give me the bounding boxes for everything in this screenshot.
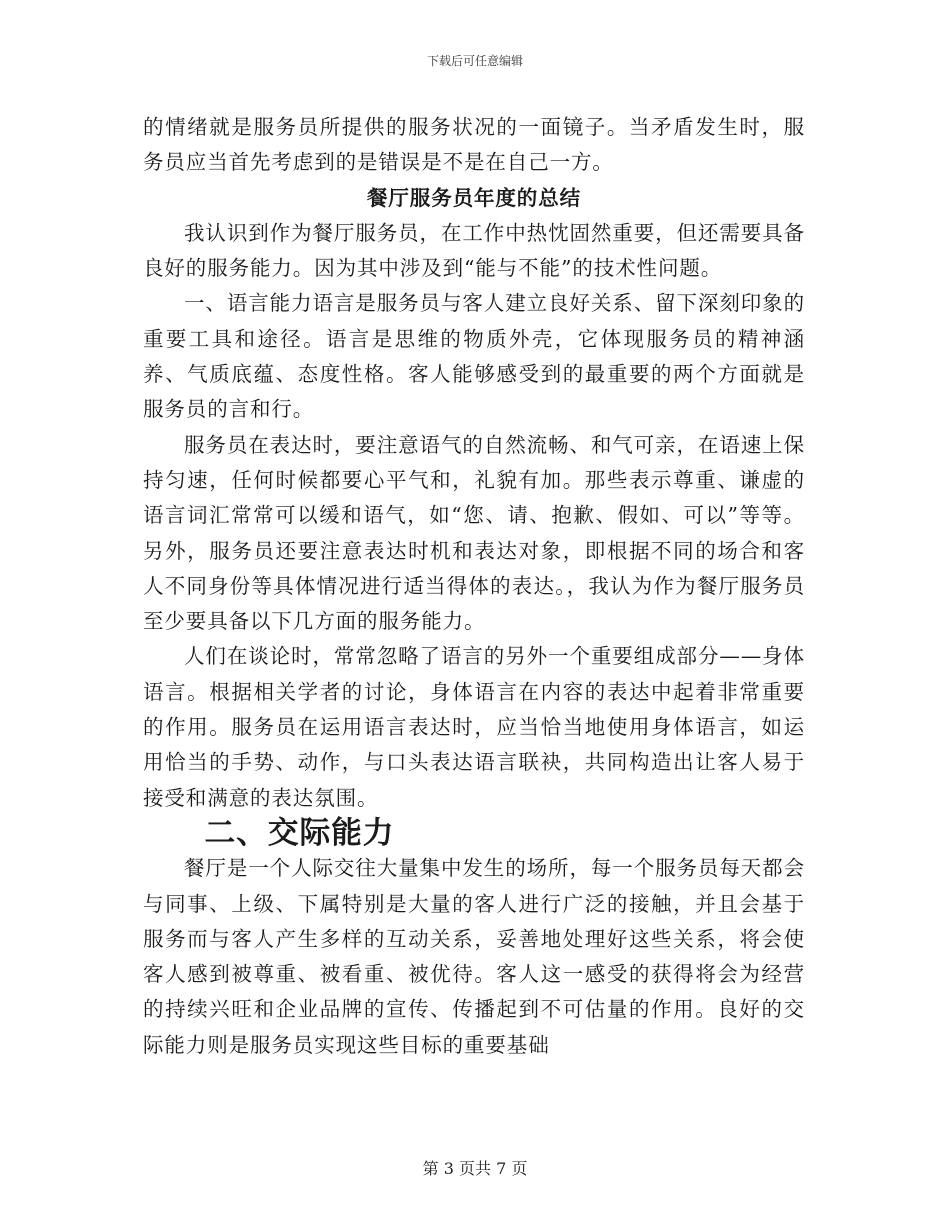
body-paragraph: 一、语言能力语言是服务员与客人建立良好关系、留下深刻印象的重要工具和途径。语言是思维的物质外壳，它体现服务员的精神涵养、气质底蕴、态度性格。客人能够感受到的最重要的两个方面就是服务员的言和行。 [143, 291, 805, 422]
page-number: 第 3 页共 7 页 [422, 1159, 528, 1178]
document-title: 餐厅服务员年度的总结 [367, 185, 581, 210]
document-body [143, 110, 805, 1063]
page-header: 下载后可任意编辑 [426, 54, 523, 68]
body-paragraph: 人们在谈论时，常常忽略了语言的另外一个重要组成部分——身体语言。根据相关学者的讨论，身体语言在内容的表达中起着非常重要的作用。服务员在运用语言表达时，应当恰当地使用身体语言，如运用恰当的手势、动作，与口头表达语言联袂，共同构造出让客人易于接受和满意的表达氛围。 [143, 644, 805, 810]
body-paragraph: 服务员在表达时，要注意语气的自然流畅、和气可亲，在语速上保持匀速，任何时候都要心平气和，礼貌有加。那些表示尊重、谦虚的语言词汇常常可以缓和语气，如“您、请、抱歉、假如、可以”等等。另外，服务员还要注意表达时机和表达对象，即根据不同的场合和客人不同身份等具体情况进行适当得体的表达。，我认为作为餐厅服务员至少要具备以下几方面的服务能力。 [143, 432, 805, 634]
continuation-paragraph: 的情绪就是服务员所提供的服务状况的一面镜子。当矛盾发生时，服务员应当首先考虑到的是错误是不是在自己一方。 [143, 115, 805, 175]
section-heading: 二、交际能力 [204, 814, 395, 851]
body-paragraph: 我认识到作为餐厅服务员，在工作中热忱固然重要，但还需要具备良好的服务能力。因为其中涉及到“能与不能”的技术性问题。 [143, 220, 805, 281]
body-paragraph: 餐厅是一个人际交往大量集中发生的场所，每一个服务员每天都会与同事、上级、下属特别是大量的客人进行广泛的接触，并且会基于服务而与客人产生多样的互动关系，妥善地处理好这些关系，将会使客人感到被尊重、被看重、被优待。客人这一感受的获得将会为经营的持续兴旺和企业品牌的宣传、传播起到不可估量的作用。良好的交际能力则是服务员实现这些目标的重要基础 [143, 856, 805, 1057]
